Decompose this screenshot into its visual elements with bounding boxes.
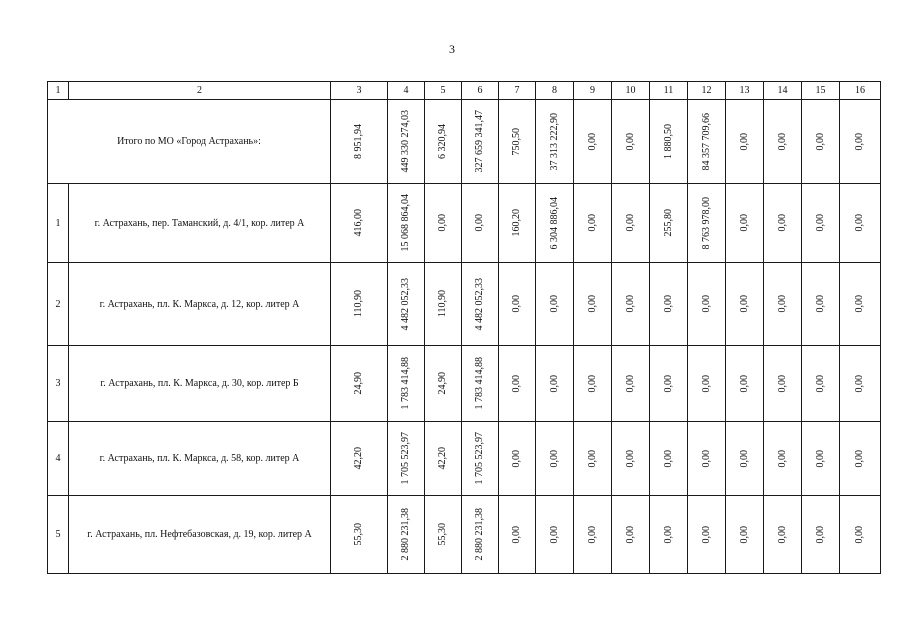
cell-value: 0,00: [814, 295, 826, 313]
cell-value: 0,00: [586, 374, 598, 393]
row-number: 1: [48, 184, 69, 263]
cell-value: 0,00: [776, 374, 788, 393]
row-number: 3: [48, 346, 69, 422]
cell-value: 0,00: [776, 449, 788, 468]
column-header: 4: [388, 82, 425, 100]
value-cell: [425, 184, 462, 263]
value-cell: [802, 496, 840, 574]
cell-value: 0,00: [624, 214, 636, 232]
cell-value: 4 482 052,33: [474, 277, 485, 331]
value-cell: [688, 496, 726, 574]
value-cell: [612, 184, 650, 263]
cell-value: 0,00: [662, 295, 674, 313]
value-cell: [726, 346, 764, 422]
cell-value: 37 313 222,90: [548, 112, 560, 171]
value-cell: [462, 422, 499, 496]
cell-value: 0,00: [624, 374, 636, 393]
value-cell: [462, 263, 499, 346]
value-cell: [331, 184, 388, 263]
cell-value: 0,00: [776, 132, 788, 151]
cell-value: 55,30: [353, 523, 364, 546]
cell-value: 1 783 414,88: [400, 357, 411, 410]
column-header: 3: [331, 82, 388, 100]
address-cell: г. Астрахань, пл. К. Маркса, д. 30, кор. литер Б: [69, 346, 331, 422]
value-cell: [499, 263, 536, 346]
address-cell: г. Астрахань, пер. Таманский, д. 4/1, кор. литер А: [69, 184, 331, 263]
value-cell: [726, 184, 764, 263]
column-header: 14: [764, 82, 802, 100]
value-cell: [688, 422, 726, 496]
cell-value: 1 705 523,97: [400, 432, 411, 485]
row-number: 4: [48, 422, 69, 496]
value-cell: [840, 496, 881, 574]
column-header: 8: [536, 82, 574, 100]
cell-value: 0,00: [700, 295, 712, 313]
cell-value: 0,00: [586, 214, 598, 232]
total-value-cell: [840, 100, 881, 184]
cell-value: 0,00: [437, 214, 448, 232]
value-cell: [536, 496, 574, 574]
total-value-cell: [425, 100, 462, 184]
cell-value: 0,00: [814, 449, 826, 468]
page-number: 3: [449, 42, 455, 56]
value-cell: [536, 263, 574, 346]
value-cell: [462, 496, 499, 574]
value-cell: [499, 496, 536, 574]
column-header: 11: [650, 82, 688, 100]
value-cell: [726, 422, 764, 496]
value-cell: [840, 184, 881, 263]
cell-value: 416,00: [353, 209, 364, 237]
value-cell: [688, 263, 726, 346]
cell-value: 0,00: [814, 525, 826, 544]
cell-value: 0,00: [662, 449, 674, 468]
value-cell: [688, 346, 726, 422]
column-header: 12: [688, 82, 726, 100]
cell-value: 449 330 274,03: [400, 110, 411, 173]
value-cell: [612, 422, 650, 496]
value-cell: [650, 263, 688, 346]
total-row: [48, 100, 881, 184]
total-value-cell: [726, 100, 764, 184]
column-header: 5: [425, 82, 462, 100]
address-cell: г. Астрахань, пл. Нефтебазовская, д. 19, кор. литер А: [69, 496, 331, 574]
value-cell: [388, 422, 425, 496]
value-cell: [612, 496, 650, 574]
cell-value: 0,00: [776, 525, 788, 544]
cell-value: 0,00: [854, 132, 865, 151]
cell-value: 42,20: [437, 447, 448, 470]
cell-value: 0,00: [511, 525, 522, 544]
cell-value: 0,00: [854, 525, 865, 544]
row-number: 2: [48, 263, 69, 346]
table-row: [48, 422, 881, 496]
cell-value: 0,00: [624, 295, 636, 313]
cell-value: 0,00: [814, 214, 826, 232]
value-cell: [574, 422, 612, 496]
value-cell: [840, 263, 881, 346]
table-row: [48, 263, 881, 346]
cell-value: 15 068 864,04: [400, 194, 411, 252]
table-row: [48, 496, 881, 574]
cell-value: 0,00: [854, 214, 865, 232]
value-cell: [331, 346, 388, 422]
column-header: 7: [499, 82, 536, 100]
column-header: 16: [840, 82, 881, 100]
value-cell: [650, 422, 688, 496]
total-value-cell: [802, 100, 840, 184]
value-cell: [802, 263, 840, 346]
column-header: 2: [69, 82, 331, 100]
cell-value: 0,00: [511, 449, 522, 468]
value-cell: [802, 346, 840, 422]
total-value-cell: [612, 100, 650, 184]
value-cell: [650, 346, 688, 422]
value-cell: [802, 422, 840, 496]
value-cell: [388, 346, 425, 422]
cell-value: 0,00: [548, 449, 560, 468]
value-cell: [331, 496, 388, 574]
column-header: 1: [48, 82, 69, 100]
value-cell: [331, 263, 388, 346]
cell-value: 0,00: [738, 449, 750, 468]
cell-value: 2 880 231,38: [400, 508, 411, 561]
value-cell: [802, 184, 840, 263]
cell-value: 6 304 886,04: [548, 196, 560, 250]
cell-value: 160,20: [511, 209, 522, 237]
row-number: 5: [48, 496, 69, 574]
total-value-cell: [536, 100, 574, 184]
value-cell: [764, 496, 802, 574]
value-cell: [764, 422, 802, 496]
value-cell: [536, 422, 574, 496]
value-cell: [536, 184, 574, 263]
total-value-cell: [650, 100, 688, 184]
value-cell: [388, 496, 425, 574]
cell-value: 0,00: [814, 374, 826, 393]
cell-value: 0,00: [662, 525, 674, 544]
cell-value: 0,00: [814, 132, 826, 151]
cell-value: 0,00: [700, 449, 712, 468]
value-cell: [425, 346, 462, 422]
value-cell: [574, 263, 612, 346]
cell-value: 6 320,94: [437, 124, 448, 159]
value-cell: [650, 184, 688, 263]
value-cell: [499, 422, 536, 496]
value-cell: [425, 422, 462, 496]
value-cell: [688, 184, 726, 263]
cell-value: 0,00: [854, 295, 865, 313]
value-cell: [425, 263, 462, 346]
value-cell: [574, 496, 612, 574]
cell-value: 0,00: [624, 132, 636, 151]
cell-value: 0,00: [548, 525, 560, 544]
cell-value: 0,00: [548, 295, 560, 313]
cell-value: 84 357 709,66: [700, 112, 712, 171]
value-cell: [425, 496, 462, 574]
cell-value: 0,00: [586, 295, 598, 313]
cell-value: 4 482 052,33: [400, 277, 411, 331]
housing-register-table: [47, 81, 881, 574]
cell-value: 0,00: [586, 525, 598, 544]
value-cell: [499, 184, 536, 263]
address-cell: г. Астрахань, пл. К. Маркса, д. 12, кор. литер А: [69, 263, 331, 346]
value-cell: [726, 263, 764, 346]
value-cell: [612, 346, 650, 422]
cell-value: 0,00: [700, 525, 712, 544]
cell-value: 0,00: [738, 295, 750, 313]
cell-value: 0,00: [511, 374, 522, 393]
cell-value: 327 659 341,47: [474, 110, 485, 173]
column-header: 9: [574, 82, 612, 100]
cell-value: 2 880 231,38: [474, 508, 485, 561]
cell-value: 110,90: [353, 290, 364, 318]
total-value-cell: [388, 100, 425, 184]
cell-value: 0,00: [700, 374, 712, 393]
cell-value: 0,00: [511, 295, 522, 313]
value-cell: [764, 263, 802, 346]
total-value-cell: [499, 100, 536, 184]
cell-value: 0,00: [586, 132, 598, 151]
cell-value: 0,00: [738, 214, 750, 232]
cell-value: 8 763 978,00: [700, 196, 712, 250]
cell-value: 0,00: [586, 449, 598, 468]
cell-value: 1 705 523,97: [474, 432, 485, 485]
cell-value: 0,00: [474, 214, 485, 232]
total-value-cell: [462, 100, 499, 184]
total-value-cell: [331, 100, 388, 184]
value-cell: [840, 422, 881, 496]
total-label: Итого по МО «Город Астрахань»:: [48, 100, 331, 184]
cell-value: 0,00: [776, 214, 788, 232]
value-cell: [612, 263, 650, 346]
column-header: 15: [802, 82, 840, 100]
cell-value: 0,00: [738, 525, 750, 544]
cell-value: 24,90: [353, 372, 364, 395]
value-cell: [650, 496, 688, 574]
cell-value: 24,90: [437, 372, 448, 395]
cell-value: 55,30: [437, 523, 448, 546]
column-number-row: [48, 82, 881, 100]
cell-value: 750,50: [511, 127, 522, 156]
value-cell: [840, 346, 881, 422]
value-cell: [388, 184, 425, 263]
cell-value: 0,00: [854, 374, 865, 393]
table-row: [48, 184, 881, 263]
address-cell: г. Астрахань, пл. К. Маркса, д. 58, кор. литер А: [69, 422, 331, 496]
value-cell: [499, 346, 536, 422]
cell-value: 42,20: [353, 447, 364, 470]
total-value-cell: [688, 100, 726, 184]
cell-value: 0,00: [854, 449, 865, 468]
value-cell: [388, 263, 425, 346]
cell-value: 110,90: [437, 290, 448, 318]
cell-value: 0,00: [624, 449, 636, 468]
value-cell: [462, 184, 499, 263]
cell-value: 1 783 414,88: [474, 357, 485, 410]
cell-value: 0,00: [738, 374, 750, 393]
column-header: 10: [612, 82, 650, 100]
cell-value: 0,00: [624, 525, 636, 544]
value-cell: [574, 346, 612, 422]
cell-value: 0,00: [776, 295, 788, 313]
value-cell: [574, 184, 612, 263]
value-cell: [331, 422, 388, 496]
value-cell: [764, 346, 802, 422]
value-cell: [462, 346, 499, 422]
cell-value: 1 880,50: [662, 124, 674, 159]
value-cell: [726, 496, 764, 574]
column-header: 13: [726, 82, 764, 100]
cell-value: 0,00: [662, 374, 674, 393]
cell-value: 8 951,94: [353, 124, 364, 159]
table-row: [48, 346, 881, 422]
value-cell: [536, 346, 574, 422]
total-value-cell: [574, 100, 612, 184]
value-cell: [764, 184, 802, 263]
total-value-cell: [764, 100, 802, 184]
cell-value: 0,00: [738, 132, 750, 151]
column-header: 6: [462, 82, 499, 100]
cell-value: 0,00: [548, 374, 560, 393]
cell-value: 255,80: [662, 209, 674, 237]
